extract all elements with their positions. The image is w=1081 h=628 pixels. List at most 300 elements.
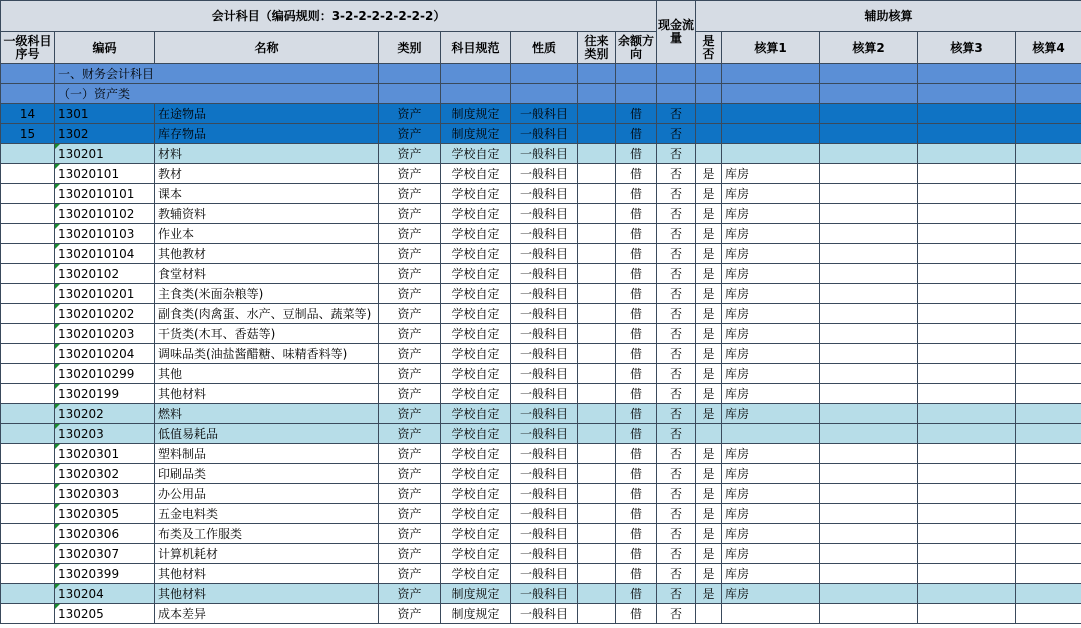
cell-category[interactable]: 资产 xyxy=(379,344,441,364)
cell-aux3[interactable] xyxy=(918,604,1016,624)
cell-cash-flow[interactable]: 否 xyxy=(657,264,696,284)
cell-cash-flow[interactable]: 否 xyxy=(657,144,696,164)
cell-contact-type[interactable] xyxy=(578,64,616,84)
cell-aux-flag[interactable]: 是 xyxy=(696,364,722,384)
cell-rule[interactable]: 学校自定 xyxy=(441,504,511,524)
cell-name[interactable]: 作业本 xyxy=(155,224,379,244)
cell-aux4[interactable] xyxy=(1016,164,1081,184)
cell-aux-flag[interactable]: 是 xyxy=(696,184,722,204)
cell-name[interactable]: 材料 xyxy=(155,144,379,164)
cell-contact-type[interactable] xyxy=(578,524,616,544)
cell-seq[interactable] xyxy=(1,484,55,504)
cell-balance-direction[interactable]: 借 xyxy=(616,384,657,404)
cell-aux1[interactable] xyxy=(722,604,820,624)
cell-rule[interactable] xyxy=(441,84,511,104)
cell-aux1[interactable]: 库房 xyxy=(722,364,820,384)
cell-cash-flow[interactable]: 否 xyxy=(657,204,696,224)
cell-rule[interactable]: 学校自定 xyxy=(441,484,511,504)
cell-code[interactable]: 13020305 xyxy=(55,504,155,524)
cell-seq[interactable] xyxy=(1,164,55,184)
cell-balance-direction[interactable] xyxy=(616,64,657,84)
cell-category[interactable]: 资产 xyxy=(379,524,441,544)
cell-code[interactable]: 13020307 xyxy=(55,544,155,564)
cell-code[interactable]: 13020301 xyxy=(55,444,155,464)
cell-cash-flow[interactable]: 否 xyxy=(657,404,696,424)
cell-aux1[interactable]: 库房 xyxy=(722,524,820,544)
cell-name[interactable]: 办公用品 xyxy=(155,484,379,504)
cell-category[interactable]: 资产 xyxy=(379,164,441,184)
cell-aux-flag[interactable]: 是 xyxy=(696,384,722,404)
cell-nature[interactable]: 一般科目 xyxy=(511,284,578,304)
cell-cash-flow[interactable]: 否 xyxy=(657,564,696,584)
cell-contact-type[interactable] xyxy=(578,564,616,584)
cell-aux1[interactable] xyxy=(722,124,820,144)
cell-aux3[interactable] xyxy=(918,104,1016,124)
cell-nature[interactable]: 一般科目 xyxy=(511,224,578,244)
cell-aux-flag[interactable]: 是 xyxy=(696,284,722,304)
cell-aux2[interactable] xyxy=(820,524,918,544)
cell-cash-flow[interactable]: 否 xyxy=(657,484,696,504)
cell-code[interactable]: 1302 xyxy=(55,124,155,144)
cell-aux2[interactable] xyxy=(820,424,918,444)
cell-contact-type[interactable] xyxy=(578,84,616,104)
cell-contact-type[interactable] xyxy=(578,284,616,304)
cell-seq[interactable] xyxy=(1,404,55,424)
cell-seq[interactable] xyxy=(1,84,55,104)
cell-aux3[interactable] xyxy=(918,224,1016,244)
cell-cash-flow[interactable]: 否 xyxy=(657,464,696,484)
cell-name[interactable]: 其他材料 xyxy=(155,584,379,604)
cell-aux-flag[interactable]: 是 xyxy=(696,444,722,464)
cell-aux4[interactable] xyxy=(1016,184,1081,204)
cell-category[interactable]: 资产 xyxy=(379,504,441,524)
cell-nature[interactable]: 一般科目 xyxy=(511,304,578,324)
cell-aux2[interactable] xyxy=(820,604,918,624)
cell-seq[interactable] xyxy=(1,184,55,204)
cell-name[interactable]: 其他 xyxy=(155,364,379,384)
cell-cash-flow[interactable]: 否 xyxy=(657,324,696,344)
cell-rule[interactable]: 学校自定 xyxy=(441,204,511,224)
cell-aux-flag[interactable]: 是 xyxy=(696,404,722,424)
cell-contact-type[interactable] xyxy=(578,304,616,324)
cell-nature[interactable]: 一般科目 xyxy=(511,344,578,364)
cell-aux-flag[interactable]: 是 xyxy=(696,224,722,244)
cell-aux1[interactable]: 库房 xyxy=(722,504,820,524)
cell-rule[interactable]: 学校自定 xyxy=(441,284,511,304)
cell-code[interactable]: 13020199 xyxy=(55,384,155,404)
cell-seq[interactable] xyxy=(1,564,55,584)
cell-aux-flag[interactable] xyxy=(696,64,722,84)
cell-code[interactable]: 1301 xyxy=(55,104,155,124)
cell-nature[interactable] xyxy=(511,64,578,84)
cell-balance-direction[interactable]: 借 xyxy=(616,444,657,464)
cell-aux3[interactable] xyxy=(918,484,1016,504)
cell-name[interactable]: 塑料制品 xyxy=(155,444,379,464)
cell-aux-flag[interactable] xyxy=(696,84,722,104)
cell-contact-type[interactable] xyxy=(578,464,616,484)
cell-category[interactable]: 资产 xyxy=(379,604,441,624)
cell-code[interactable]: 130202 xyxy=(55,404,155,424)
cell-rule[interactable]: 学校自定 xyxy=(441,344,511,364)
cell-contact-type[interactable] xyxy=(578,144,616,164)
cell-aux-flag[interactable] xyxy=(696,144,722,164)
cell-aux2[interactable] xyxy=(820,164,918,184)
cell-aux3[interactable] xyxy=(918,64,1016,84)
cell-aux-flag[interactable]: 是 xyxy=(696,324,722,344)
cell-aux1[interactable]: 库房 xyxy=(722,224,820,244)
cell-nature[interactable]: 一般科目 xyxy=(511,384,578,404)
cell-aux-flag[interactable] xyxy=(696,104,722,124)
cell-balance-direction[interactable]: 借 xyxy=(616,304,657,324)
cell-seq[interactable] xyxy=(1,584,55,604)
cell-cash-flow[interactable]: 否 xyxy=(657,444,696,464)
cell-aux4[interactable] xyxy=(1016,344,1081,364)
cell-seq[interactable] xyxy=(1,244,55,264)
cell-aux4[interactable] xyxy=(1016,224,1081,244)
cell-aux2[interactable] xyxy=(820,484,918,504)
cell-rule[interactable]: 制度规定 xyxy=(441,104,511,124)
cell-aux1[interactable]: 库房 xyxy=(722,484,820,504)
cell-aux-flag[interactable]: 是 xyxy=(696,524,722,544)
cell-aux2[interactable] xyxy=(820,544,918,564)
cell-aux4[interactable] xyxy=(1016,244,1081,264)
cell-aux3[interactable] xyxy=(918,384,1016,404)
cell-nature[interactable]: 一般科目 xyxy=(511,604,578,624)
cell-aux1[interactable]: 库房 xyxy=(722,184,820,204)
cell-seq[interactable] xyxy=(1,384,55,404)
cell-cash-flow[interactable]: 否 xyxy=(657,524,696,544)
cell-contact-type[interactable] xyxy=(578,164,616,184)
section-label[interactable]: 一、财务会计科目 xyxy=(55,64,379,84)
cell-name[interactable]: 其他材料 xyxy=(155,384,379,404)
cell-aux4[interactable] xyxy=(1016,284,1081,304)
cell-rule[interactable]: 制度规定 xyxy=(441,124,511,144)
cell-rule[interactable]: 学校自定 xyxy=(441,424,511,444)
cell-aux-flag[interactable]: 是 xyxy=(696,344,722,364)
cell-rule[interactable]: 制度规定 xyxy=(441,604,511,624)
cell-aux3[interactable] xyxy=(918,244,1016,264)
cell-name[interactable]: 库存物品 xyxy=(155,124,379,144)
cell-aux3[interactable] xyxy=(918,364,1016,384)
cell-aux2[interactable] xyxy=(820,84,918,104)
cell-nature[interactable]: 一般科目 xyxy=(511,104,578,124)
cell-aux-flag[interactable]: 是 xyxy=(696,164,722,184)
cell-aux3[interactable] xyxy=(918,344,1016,364)
cell-aux2[interactable] xyxy=(820,264,918,284)
cell-contact-type[interactable] xyxy=(578,444,616,464)
cell-balance-direction[interactable]: 借 xyxy=(616,264,657,284)
cell-nature[interactable]: 一般科目 xyxy=(511,264,578,284)
cell-category[interactable]: 资产 xyxy=(379,484,441,504)
cell-aux3[interactable] xyxy=(918,444,1016,464)
cell-aux2[interactable] xyxy=(820,404,918,424)
cell-aux-flag[interactable] xyxy=(696,124,722,144)
cell-aux2[interactable] xyxy=(820,584,918,604)
cell-name[interactable]: 教辅资料 xyxy=(155,204,379,224)
cell-aux4[interactable] xyxy=(1016,604,1081,624)
cell-nature[interactable]: 一般科目 xyxy=(511,444,578,464)
cell-cash-flow[interactable]: 否 xyxy=(657,184,696,204)
cell-aux1[interactable] xyxy=(722,144,820,164)
cell-aux1[interactable]: 库房 xyxy=(722,344,820,364)
cell-category[interactable]: 资产 xyxy=(379,144,441,164)
cell-rule[interactable]: 学校自定 xyxy=(441,384,511,404)
cell-cash-flow[interactable]: 否 xyxy=(657,424,696,444)
cell-name[interactable]: 主食类(米面杂粮等) xyxy=(155,284,379,304)
cell-cash-flow[interactable]: 否 xyxy=(657,224,696,244)
cell-rule[interactable]: 学校自定 xyxy=(441,524,511,544)
cell-contact-type[interactable] xyxy=(578,404,616,424)
cell-seq[interactable] xyxy=(1,524,55,544)
cell-aux-flag[interactable] xyxy=(696,604,722,624)
cell-name[interactable]: 燃料 xyxy=(155,404,379,424)
cell-cash-flow[interactable]: 否 xyxy=(657,544,696,564)
cell-aux2[interactable] xyxy=(820,144,918,164)
cell-balance-direction[interactable]: 借 xyxy=(616,584,657,604)
cell-category[interactable]: 资产 xyxy=(379,104,441,124)
cell-name[interactable]: 其他材料 xyxy=(155,564,379,584)
cell-balance-direction[interactable]: 借 xyxy=(616,204,657,224)
cell-seq[interactable]: 15 xyxy=(1,124,55,144)
cell-aux1[interactable]: 库房 xyxy=(722,384,820,404)
cell-cash-flow[interactable]: 否 xyxy=(657,584,696,604)
cell-aux4[interactable] xyxy=(1016,404,1081,424)
cell-nature[interactable] xyxy=(511,84,578,104)
cell-nature[interactable]: 一般科目 xyxy=(511,544,578,564)
cell-aux-flag[interactable]: 是 xyxy=(696,244,722,264)
cell-aux3[interactable] xyxy=(918,144,1016,164)
cell-nature[interactable]: 一般科目 xyxy=(511,464,578,484)
cell-seq[interactable]: 14 xyxy=(1,104,55,124)
cell-name[interactable]: 其他教材 xyxy=(155,244,379,264)
cell-aux4[interactable] xyxy=(1016,584,1081,604)
cell-balance-direction[interactable]: 借 xyxy=(616,124,657,144)
cell-aux4[interactable] xyxy=(1016,304,1081,324)
cell-seq[interactable] xyxy=(1,504,55,524)
cell-cash-flow[interactable]: 否 xyxy=(657,344,696,364)
cell-aux4[interactable] xyxy=(1016,144,1081,164)
cell-aux3[interactable] xyxy=(918,464,1016,484)
cell-nature[interactable]: 一般科目 xyxy=(511,144,578,164)
cell-nature[interactable]: 一般科目 xyxy=(511,484,578,504)
cell-aux2[interactable] xyxy=(820,564,918,584)
cell-seq[interactable] xyxy=(1,324,55,344)
cell-balance-direction[interactable]: 借 xyxy=(616,244,657,264)
cell-aux1[interactable] xyxy=(722,104,820,124)
cell-rule[interactable] xyxy=(441,64,511,84)
cell-balance-direction[interactable]: 借 xyxy=(616,144,657,164)
cell-rule[interactable]: 制度规定 xyxy=(441,584,511,604)
cell-category[interactable]: 资产 xyxy=(379,584,441,604)
cell-aux4[interactable] xyxy=(1016,364,1081,384)
cell-aux1[interactable]: 库房 xyxy=(722,164,820,184)
cell-nature[interactable]: 一般科目 xyxy=(511,504,578,524)
cell-aux2[interactable] xyxy=(820,304,918,324)
cell-name[interactable]: 在途物品 xyxy=(155,104,379,124)
cell-rule[interactable]: 学校自定 xyxy=(441,224,511,244)
cell-balance-direction[interactable] xyxy=(616,84,657,104)
cell-aux3[interactable] xyxy=(918,324,1016,344)
cell-aux1[interactable]: 库房 xyxy=(722,324,820,344)
cell-contact-type[interactable] xyxy=(578,584,616,604)
cell-aux4[interactable] xyxy=(1016,484,1081,504)
cell-rule[interactable]: 学校自定 xyxy=(441,264,511,284)
cell-rule[interactable]: 学校自定 xyxy=(441,444,511,464)
cell-rule[interactable]: 学校自定 xyxy=(441,464,511,484)
cell-aux2[interactable] xyxy=(820,184,918,204)
cell-aux2[interactable] xyxy=(820,284,918,304)
cell-seq[interactable] xyxy=(1,224,55,244)
cell-cash-flow[interactable]: 否 xyxy=(657,164,696,184)
cell-contact-type[interactable] xyxy=(578,224,616,244)
cell-cash-flow[interactable]: 否 xyxy=(657,124,696,144)
cell-contact-type[interactable] xyxy=(578,124,616,144)
cell-contact-type[interactable] xyxy=(578,204,616,224)
cell-balance-direction[interactable]: 借 xyxy=(616,104,657,124)
cell-code[interactable]: 13020399 xyxy=(55,564,155,584)
cell-nature[interactable]: 一般科目 xyxy=(511,124,578,144)
cell-cash-flow[interactable]: 否 xyxy=(657,284,696,304)
cell-cash-flow[interactable] xyxy=(657,64,696,84)
cell-category[interactable]: 资产 xyxy=(379,564,441,584)
cell-seq[interactable] xyxy=(1,544,55,564)
cell-aux4[interactable] xyxy=(1016,124,1081,144)
cell-nature[interactable]: 一般科目 xyxy=(511,404,578,424)
cell-aux4[interactable] xyxy=(1016,384,1081,404)
cell-contact-type[interactable] xyxy=(578,364,616,384)
cell-code[interactable]: 1302010299 xyxy=(55,364,155,384)
cell-aux-flag[interactable]: 是 xyxy=(696,204,722,224)
cell-seq[interactable] xyxy=(1,444,55,464)
cell-code[interactable]: 13020303 xyxy=(55,484,155,504)
cell-aux-flag[interactable]: 是 xyxy=(696,544,722,564)
cell-aux3[interactable] xyxy=(918,524,1016,544)
cell-category[interactable]: 资产 xyxy=(379,204,441,224)
section-label[interactable]: （一）资产类 xyxy=(55,84,379,104)
cell-category[interactable]: 资产 xyxy=(379,464,441,484)
cell-aux1[interactable]: 库房 xyxy=(722,244,820,264)
cell-aux4[interactable] xyxy=(1016,324,1081,344)
cell-cash-flow[interactable] xyxy=(657,84,696,104)
cell-category[interactable]: 资产 xyxy=(379,444,441,464)
cell-code[interactable]: 1302010104 xyxy=(55,244,155,264)
cell-aux2[interactable] xyxy=(820,504,918,524)
cell-aux4[interactable] xyxy=(1016,104,1081,124)
cell-balance-direction[interactable]: 借 xyxy=(616,464,657,484)
cell-code[interactable]: 130204 xyxy=(55,584,155,604)
cell-code[interactable]: 1302010204 xyxy=(55,344,155,364)
cell-nature[interactable]: 一般科目 xyxy=(511,424,578,444)
cell-rule[interactable]: 学校自定 xyxy=(441,304,511,324)
cell-cash-flow[interactable]: 否 xyxy=(657,244,696,264)
cell-aux2[interactable] xyxy=(820,344,918,364)
cell-code[interactable]: 1302010103 xyxy=(55,224,155,244)
cell-aux3[interactable] xyxy=(918,164,1016,184)
cell-name[interactable]: 干货类(木耳、香菇等) xyxy=(155,324,379,344)
cell-aux-flag[interactable]: 是 xyxy=(696,484,722,504)
cell-aux4[interactable] xyxy=(1016,264,1081,284)
cell-name[interactable]: 教材 xyxy=(155,164,379,184)
cell-nature[interactable]: 一般科目 xyxy=(511,184,578,204)
cell-category[interactable]: 资产 xyxy=(379,244,441,264)
cell-aux2[interactable] xyxy=(820,364,918,384)
cell-aux1[interactable] xyxy=(722,64,820,84)
cell-aux4[interactable] xyxy=(1016,444,1081,464)
cell-aux4[interactable] xyxy=(1016,564,1081,584)
cell-aux4[interactable] xyxy=(1016,464,1081,484)
cell-rule[interactable]: 学校自定 xyxy=(441,404,511,424)
cell-nature[interactable]: 一般科目 xyxy=(511,244,578,264)
cell-aux3[interactable] xyxy=(918,544,1016,564)
cell-balance-direction[interactable]: 借 xyxy=(616,324,657,344)
cell-aux1[interactable]: 库房 xyxy=(722,584,820,604)
cell-code[interactable]: 1302010202 xyxy=(55,304,155,324)
cell-contact-type[interactable] xyxy=(578,264,616,284)
cell-aux2[interactable] xyxy=(820,204,918,224)
cell-category[interactable]: 资产 xyxy=(379,224,441,244)
cell-code[interactable]: 130205 xyxy=(55,604,155,624)
cell-name[interactable]: 课本 xyxy=(155,184,379,204)
cell-contact-type[interactable] xyxy=(578,604,616,624)
cell-contact-type[interactable] xyxy=(578,324,616,344)
cell-aux1[interactable]: 库房 xyxy=(722,564,820,584)
cell-aux-flag[interactable]: 是 xyxy=(696,304,722,324)
cell-code[interactable]: 130201 xyxy=(55,144,155,164)
cell-contact-type[interactable] xyxy=(578,544,616,564)
cell-aux-flag[interactable]: 是 xyxy=(696,584,722,604)
cell-nature[interactable]: 一般科目 xyxy=(511,564,578,584)
cell-code[interactable]: 13020302 xyxy=(55,464,155,484)
cell-aux2[interactable] xyxy=(820,224,918,244)
cell-category[interactable]: 资产 xyxy=(379,304,441,324)
cell-aux4[interactable] xyxy=(1016,524,1081,544)
cell-balance-direction[interactable]: 借 xyxy=(616,184,657,204)
cell-seq[interactable] xyxy=(1,204,55,224)
cell-nature[interactable]: 一般科目 xyxy=(511,204,578,224)
cell-name[interactable]: 副食类(肉禽蛋、水产、豆制品、蔬菜等) xyxy=(155,304,379,324)
cell-aux3[interactable] xyxy=(918,584,1016,604)
cell-code[interactable]: 1302010102 xyxy=(55,204,155,224)
cell-contact-type[interactable] xyxy=(578,184,616,204)
cell-cash-flow[interactable]: 否 xyxy=(657,384,696,404)
cell-aux3[interactable] xyxy=(918,124,1016,144)
cell-aux1[interactable] xyxy=(722,424,820,444)
cell-aux3[interactable] xyxy=(918,184,1016,204)
cell-aux3[interactable] xyxy=(918,284,1016,304)
cell-aux2[interactable] xyxy=(820,64,918,84)
cell-name[interactable]: 五金电料类 xyxy=(155,504,379,524)
cell-name[interactable]: 计算机耗材 xyxy=(155,544,379,564)
cell-balance-direction[interactable]: 借 xyxy=(616,404,657,424)
cell-nature[interactable]: 一般科目 xyxy=(511,324,578,344)
cell-balance-direction[interactable]: 借 xyxy=(616,484,657,504)
cell-code[interactable]: 1302010203 xyxy=(55,324,155,344)
cell-aux2[interactable] xyxy=(820,104,918,124)
cell-aux3[interactable] xyxy=(918,564,1016,584)
cell-category[interactable]: 资产 xyxy=(379,124,441,144)
cell-rule[interactable]: 学校自定 xyxy=(441,244,511,264)
cell-aux1[interactable]: 库房 xyxy=(722,404,820,424)
cell-aux-flag[interactable]: 是 xyxy=(696,464,722,484)
cell-rule[interactable]: 学校自定 xyxy=(441,564,511,584)
cell-cash-flow[interactable]: 否 xyxy=(657,504,696,524)
cell-seq[interactable] xyxy=(1,64,55,84)
cell-name[interactable]: 食堂材料 xyxy=(155,264,379,284)
cell-balance-direction[interactable]: 借 xyxy=(616,424,657,444)
cell-balance-direction[interactable]: 借 xyxy=(616,164,657,184)
cell-rule[interactable]: 学校自定 xyxy=(441,164,511,184)
cell-rule[interactable]: 学校自定 xyxy=(441,184,511,204)
